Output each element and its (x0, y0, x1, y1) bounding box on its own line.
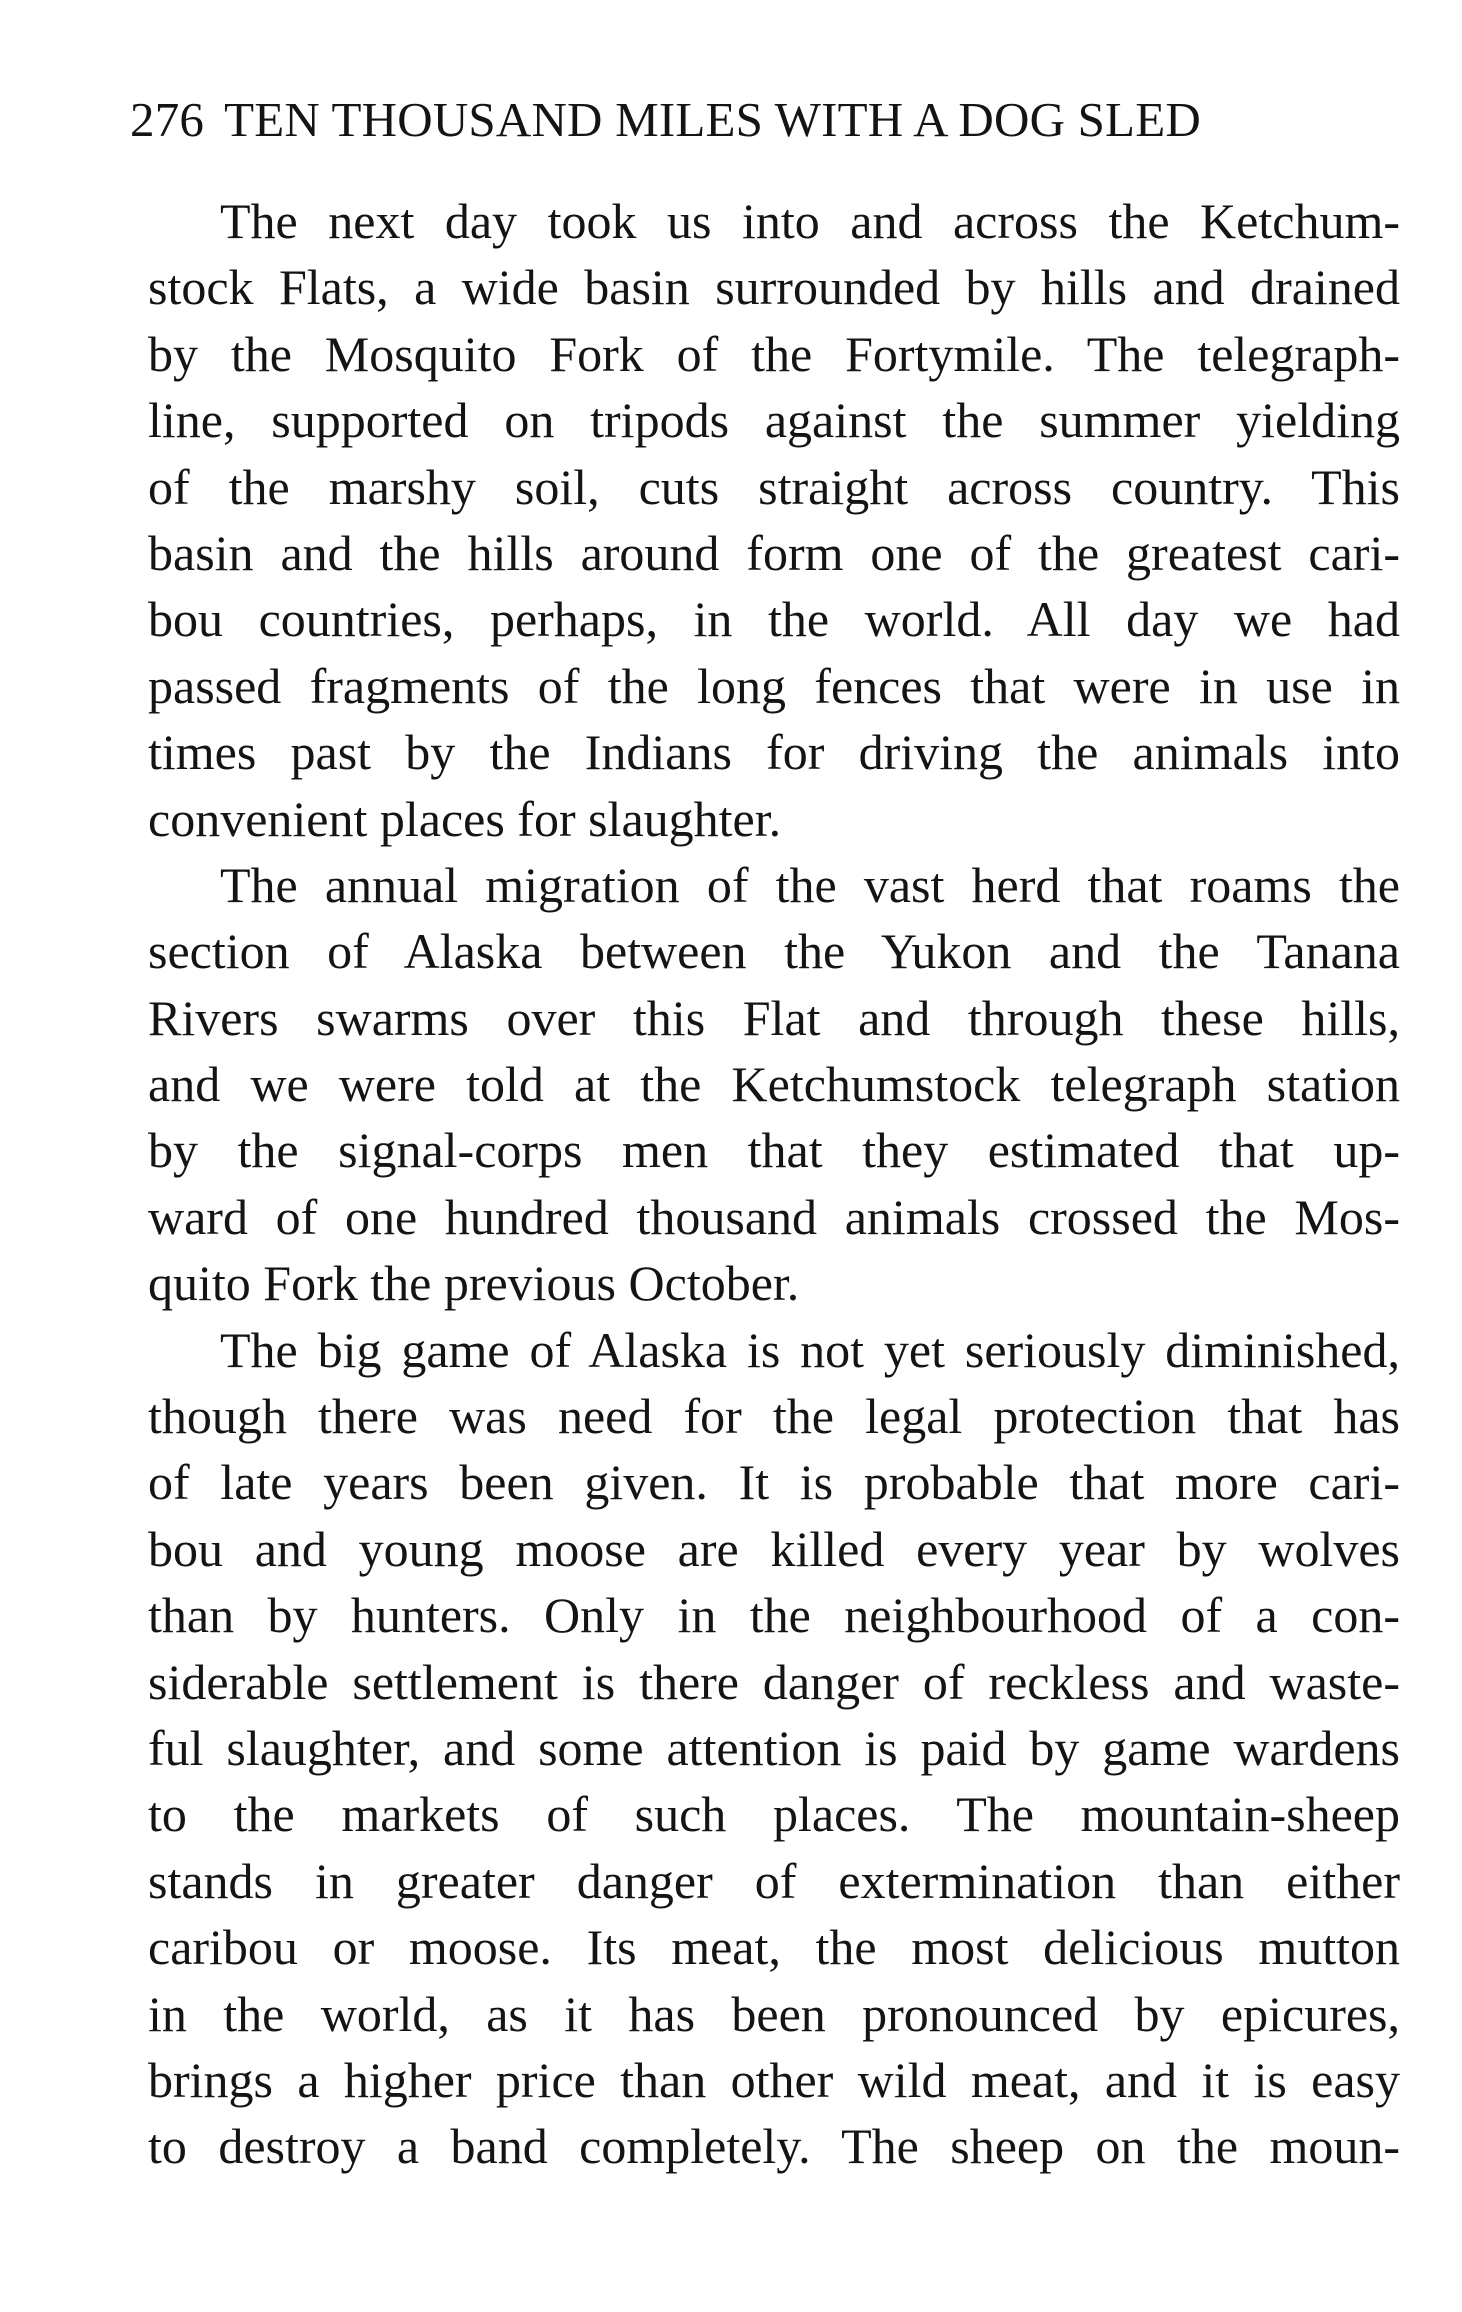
text-line: quito Fork the previous October. (148, 1255, 800, 1312)
text-line: and we were told at the Ketchumstock telegraph station (148, 1056, 1400, 1113)
text-line: ful slaughter, and some attention is paid by game wardens (148, 1719, 1400, 1776)
paragraph (148, 1317, 1400, 2180)
page-number: 276 (130, 92, 205, 147)
text-line: by the Mosquito Fork of the Fortymile. The telegraph- (148, 325, 1400, 382)
body-text (148, 188, 1400, 2180)
paragraph (148, 852, 1400, 1317)
text-line: by the signal-corps men that they estimated that up- (148, 1122, 1400, 1179)
text-line: Rivers swarms over this Flat and through these hills, (148, 989, 1400, 1046)
text-line: of late years been given. It is probable that more cari- (148, 1454, 1400, 1511)
text-line: bou and young moose are killed every year by wolves (148, 1520, 1400, 1577)
text-line: of the marshy soil, cuts straight across country. This (148, 458, 1400, 515)
text-line: passed fragments of the long fences that were in use in (148, 657, 1400, 714)
text-line: to destroy a band completely. The sheep on the moun- (148, 2118, 1400, 2175)
text-line: The big game of Alaska is not yet seriously diminished, (220, 1321, 1400, 1378)
text-line: convenient places for slaughter. (148, 790, 782, 847)
text-line: stock Flats, a wide basin surrounded by hills and drained (148, 259, 1400, 316)
text-line: ward of one hundred thousand animals crossed the Mos- (148, 1188, 1400, 1245)
text-line: than by hunters. Only in the neighbourhood of a con- (148, 1587, 1400, 1644)
text-line: The annual migration of the vast herd that roams the (220, 856, 1400, 913)
text-line: caribou or moose. Its meat, the most delicious mutton (148, 1919, 1400, 1976)
text-line: times past by the Indians for driving the animals into (148, 724, 1400, 781)
running-head (130, 92, 1370, 148)
text-line: in the world, as it has been pronounced by epicures, (148, 1985, 1400, 2042)
text-line: basin and the hills around form one of the greatest cari- (148, 524, 1400, 581)
text-line: to the markets of such places. The mountain-sheep (148, 1786, 1400, 1843)
running-title: TEN THOUSAND MILES WITH A DOG SLED (224, 92, 1201, 147)
text-line: line, supported on tripods against the summer yielding (148, 392, 1400, 449)
text-line: though there was need for the legal protection that has (148, 1388, 1400, 1445)
text-line: stands in greater danger of extermination than either (148, 1852, 1400, 1909)
text-line: bou countries, perhaps, in the world. All day we had (148, 591, 1400, 648)
text-line: The next day took us into and across the Ketchum- (220, 193, 1400, 249)
text-line: brings a higher price than other wild meat, and it is easy (148, 2051, 1400, 2108)
paragraph (148, 188, 1400, 852)
text-line: section of Alaska between the Yukon and the Tanana (148, 923, 1400, 980)
text-line: siderable settlement is there danger of reckless and waste- (148, 1653, 1400, 1710)
